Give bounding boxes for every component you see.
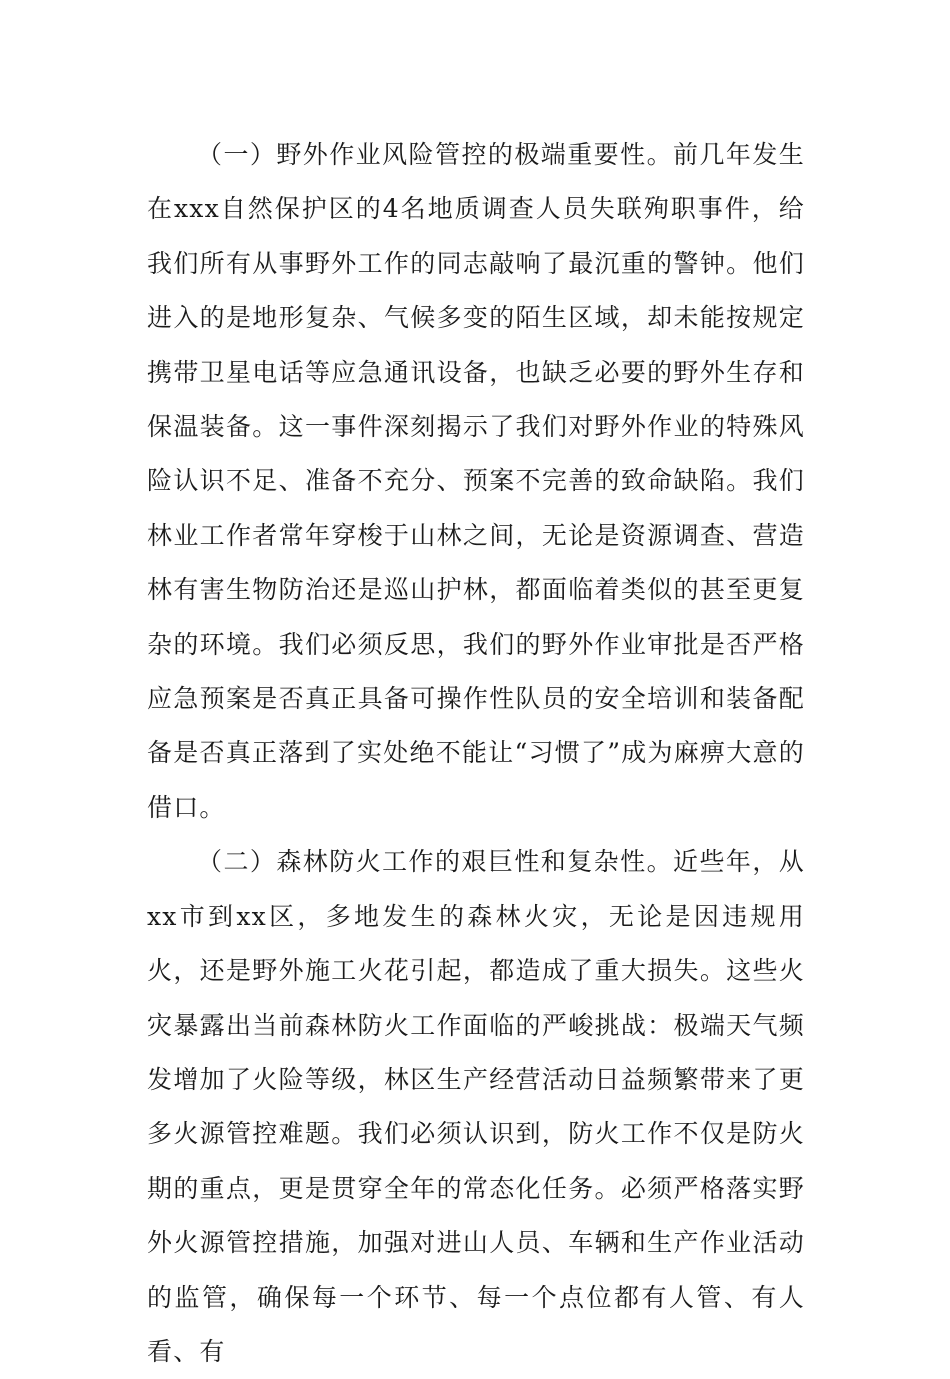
document-body: [147, 128, 805, 1379]
paragraph-2: （二）森林防火工作的艰巨性和复杂性。近些年，从xx市到xx区，多地发生的森林火灾，无论是因违规用火，还是野外施工火花引起，都造成了重大损失。这些火灾暴露出当前森林防火工作面临的严峻挑战：极端天气频发增加了火险等级，林区生产经营活动日益频繁带来了更多火源管控难题。我们必须认识到，防火工作不仅是防火期的重点，更是贯穿全年的常态化任务。必须严格落实野外火源管控措施，加强对进山人员、车辆和生产作业活动的监管，确保每一个环节、每一个点位都有人管、有人看、有: [147, 847, 805, 1366]
paragraph-1: （一）野外作业风险管控的极端重要性。前几年发生在xxx自然保护区的4名地质调查人员失联殉职事件，给我们所有从事野外工作的同志敲响了最沉重的警钟。他们进入的是地形复杂、气候多变的陌生区域，却未能按规定携带卫星电话等应急通讯设备，也缺乏必要的野外生存和保温装备。这一事件深刻揭示了我们对野外作业的特殊风险认识不足、准备不充分、预案不完善的致命缺陷。我们林业工作者常年穿梭于山林之间，无论是资源调查、营造林有害生物防治还是巡山护林，都面临着类似的甚至更复杂的环境。我们必须反思，我们的野外作业审批是否严格应急预案是否真正具备可操作性队员的安全培训和装备配备是否真正落到了实处绝不能让“习惯了”成为麻痹大意的借口。: [147, 140, 805, 822]
